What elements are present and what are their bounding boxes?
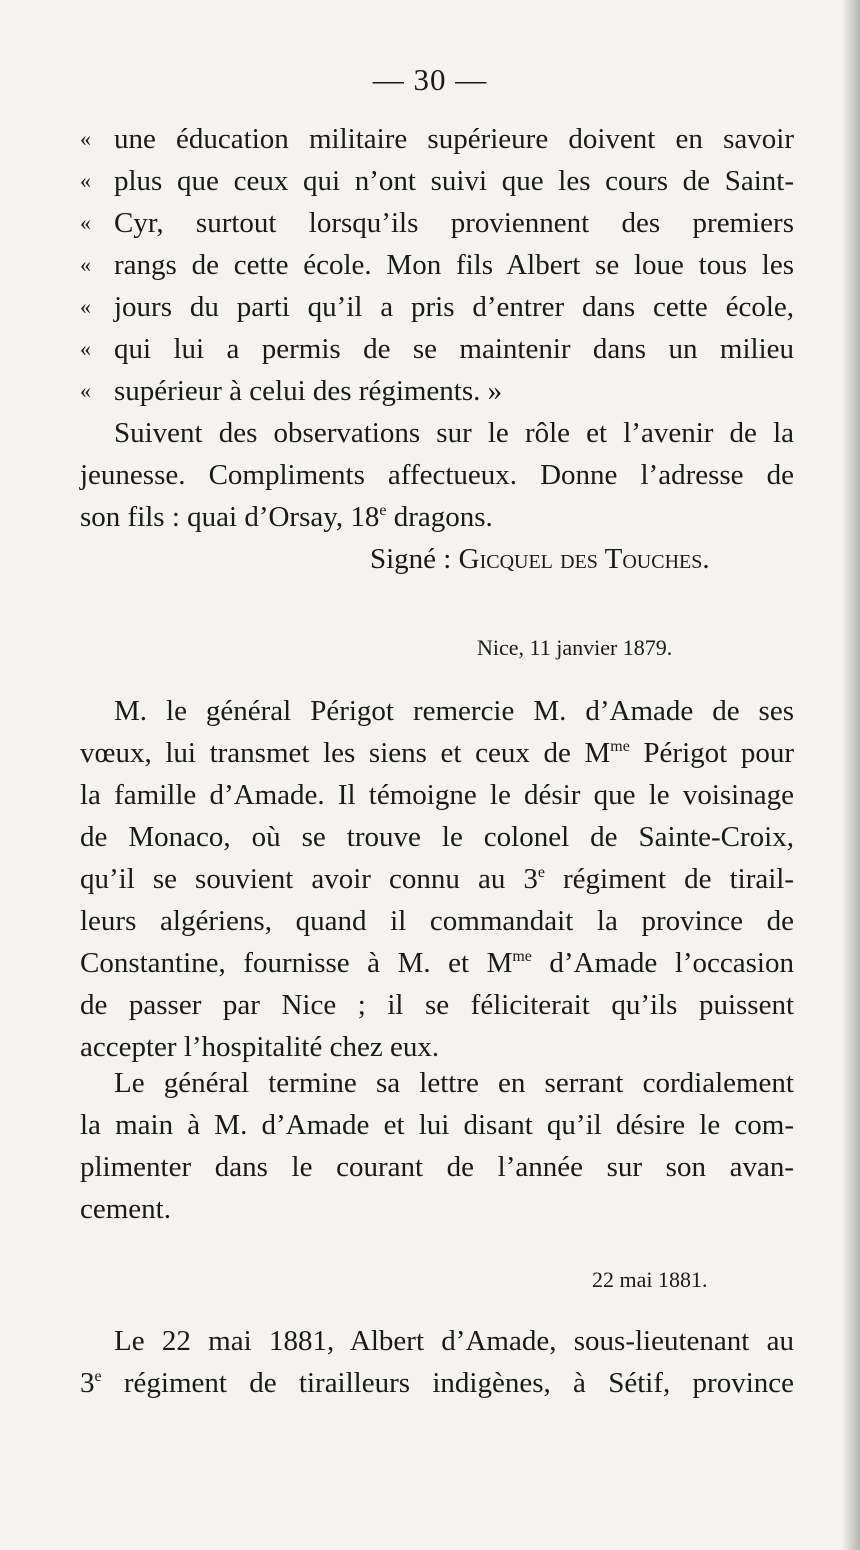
line-text: dragons. (386, 501, 493, 533)
quote-line (80, 370, 794, 412)
paragraph-line (80, 942, 794, 984)
line-text-part: Constantine, fournisse à M. et M (80, 947, 513, 979)
paragraph-line: de passer par Nice ; il se féliciterait qu’ils puissent (80, 989, 794, 1021)
paragraph-line: Le général termine sa lettre en serrant cordialement (114, 1067, 794, 1099)
line-text (80, 942, 794, 984)
paragraph-line: la famille d’Amade. Il témoigne le désir que le voisinage (80, 779, 794, 811)
superscript: me (512, 947, 532, 965)
quote-line-text: jours du parti qu’il a pris d’entrer dans cette école, (114, 291, 794, 323)
quote-line-text: une éducation militaire supérieure doivent en savoir (114, 123, 794, 155)
superscript: me (610, 737, 630, 755)
quote-line-text: plus que ceux qui n’ont suivi que les cours de Saint- (114, 165, 794, 197)
paragraph-line: jeunesse. Compliments affectueux. Donne l’adresse de (80, 459, 794, 491)
line-text (80, 858, 794, 900)
quote-line-text: supérieur à celui des régiments. » (114, 375, 503, 407)
quote-line (80, 118, 794, 160)
paragraph-line: Le 22 mai 1881, Albert d’Amade, sous-lieutenant au (114, 1325, 794, 1357)
paragraph-line (80, 858, 794, 900)
superscript: e (379, 501, 387, 519)
quote-line-text: qui lui a permis de se maintenir dans un milieu (114, 333, 794, 365)
quote-mark: « (80, 336, 91, 361)
line-text-part: vœux, lui transmet les siens et ceux de M (80, 737, 611, 769)
paragraph-line (80, 732, 794, 774)
paragraph-line: M. le général Périgot remercie M. d’Amade de ses (114, 695, 794, 727)
superscript: e (537, 863, 545, 881)
line-text (80, 1362, 794, 1404)
line-text (80, 732, 794, 774)
quote-line-text: rangs de cette école. Mon fils Albert se loue tous les (114, 249, 794, 281)
paragraph-line: la main à M. d’Amade et lui disant qu’il désire le com- (80, 1109, 794, 1141)
quote-line (80, 202, 794, 244)
paragraph-line: accepter l’hospitalité chez eux. (80, 1031, 440, 1063)
quote-mark: « (80, 168, 91, 193)
paragraph-line: de Monaco, où se trouve le colonel de Sainte-Croix, (80, 821, 794, 853)
dateline: 22 mai 1881. (592, 1267, 708, 1292)
paragraph-line: cement. (80, 1193, 171, 1225)
paragraph-line (80, 496, 794, 538)
quote-line (80, 328, 794, 370)
paragraph-line: Suivent des observations sur le rôle et l’avenir de la (114, 417, 794, 449)
quote-mark: « (80, 294, 91, 319)
line-text-part: Périgot pour (629, 737, 794, 769)
line-text-part: qu’il se souvient avoir connu au 3 (80, 863, 538, 895)
signature-name: Gicquel des Touches. (458, 543, 710, 575)
paragraph-line: plimenter dans le courant de l’année sur son avan- (80, 1151, 794, 1183)
quote-mark: « (80, 126, 91, 151)
quote-mark: « (80, 252, 91, 277)
page-number: — 30 — (372, 62, 488, 97)
paragraph-line (80, 1362, 794, 1404)
page-edge-shadow (842, 0, 860, 1550)
dateline: Nice, 11 janvier 1879. (477, 635, 673, 660)
quote-line (80, 160, 794, 202)
line-text-part: régiment de tirail- (544, 863, 795, 895)
line-text-part: 3 (80, 1367, 95, 1399)
quote-mark: « (80, 210, 91, 235)
line-text-part: d’Amade l’occasion (531, 947, 794, 979)
quote-line (80, 244, 794, 286)
signature-prefix: Signé : (370, 543, 459, 575)
line-text: son fils : quai d’Orsay, 18 (80, 501, 380, 533)
superscript: e (94, 1367, 102, 1385)
quote-mark: « (80, 378, 91, 403)
quote-line-text: Cyr, surtout lorsqu’ils proviennent des premiers (114, 207, 794, 239)
quote-line (80, 286, 794, 328)
line-text-part: régiment de tirailleurs indigènes, à Sétif, province (101, 1367, 794, 1399)
signature (370, 538, 710, 580)
paragraph-line: leurs algériens, quand il commandait la province de (80, 905, 794, 937)
